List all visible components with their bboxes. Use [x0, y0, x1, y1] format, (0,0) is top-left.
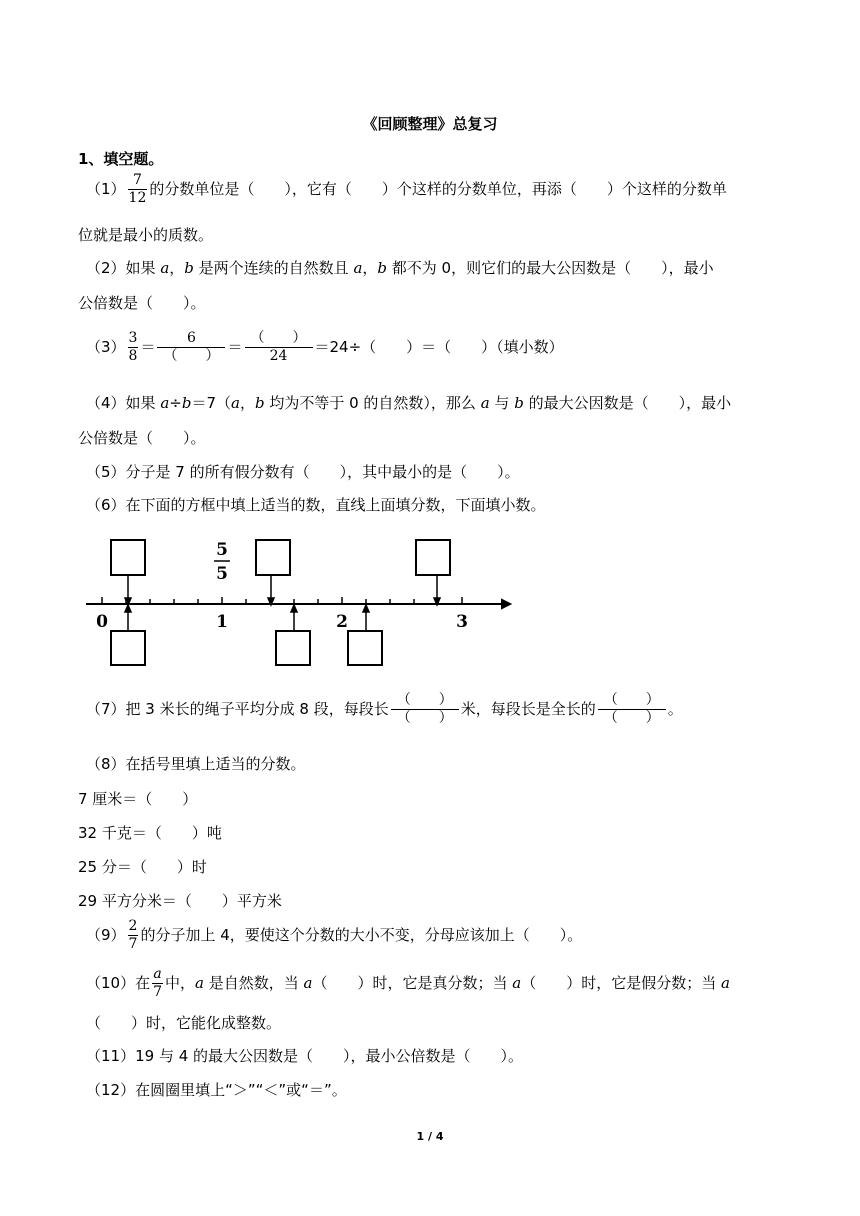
question-6: （6）在下面的方框中填上适当的数，直线上面填分数，下面填小数。	[86, 496, 546, 514]
question-5: （5）分子是 7 的所有假分数有（ ），其中最小的是（ ）。	[86, 463, 520, 481]
question-2-line-2: 公倍数是（ ）。	[78, 294, 206, 312]
answer-box[interactable]	[111, 631, 145, 665]
question-7: （7）把 3 米长的绳子平均分成 8 段，每段长 $\frac{( )}{( )}$ 米，每段长是全长的 $\frac{( )}{( )}$ 。	[86, 692, 683, 726]
question-4-line-1: （4）如果 a÷b＝7（a，b 均为不等于 0 的自然数），那么 a 与 b 的最大公因数是（ ），最小	[86, 394, 732, 412]
page-title: 《回顾整理》总复习	[362, 115, 498, 133]
tick-label-2: 2	[336, 612, 348, 632]
axis-ticks	[102, 597, 462, 604]
fraction-a-7: $\frac{a}{7}$	[153, 966, 163, 1000]
tick-label-1: 1	[216, 612, 228, 632]
page-number: 1 / 4	[416, 1130, 444, 1143]
number-line-figure	[78, 532, 518, 672]
question-1-line-2: 位就是最小的质数。	[78, 226, 214, 244]
fraction-6-blank: $\frac{6}{( )}$	[157, 330, 225, 365]
question-8-item: 7 厘米＝（ ）	[78, 790, 198, 808]
svg-text:5: 5	[216, 564, 228, 584]
question-2-line-1: （2）如果 a，b 是两个连续的自然数且 a，b 都不为 0，则它们的最大公因数是（ ），最小	[86, 259, 714, 277]
fraction-3-8: $\frac{3}{8}$	[128, 330, 138, 364]
question-8-item: 25 分＝（ ）时	[78, 858, 207, 876]
fraction-label	[214, 540, 230, 584]
question-11: （11）19 与 4 的最大公因数是（ ），最小公倍数是（ ）。	[86, 1047, 524, 1065]
question-10-line-1: （10）在 $\frac{a}{7}$ 中，a 是自然数，当 a（ ）时，它是真分数；当 a（ ）时，它是假分数；当 a	[86, 966, 730, 1000]
question-12: （12）在圆圈里填上“＞”“＜”或“＝”。	[86, 1081, 347, 1099]
fraction-7-12: $\frac{7}{12}$	[128, 172, 147, 206]
question-4-line-2: 公倍数是（ ）。	[78, 429, 206, 447]
answer-box[interactable]	[348, 631, 382, 665]
question-8-head: （8）在括号里填上适当的分数。	[86, 755, 306, 773]
answer-box[interactable]	[256, 540, 290, 575]
blank-fraction-share[interactable]: $\frac{( )}{( )}$	[598, 692, 666, 727]
answer-box[interactable]	[111, 540, 145, 575]
fraction-2-7: $\frac{2}{7}$	[128, 918, 138, 952]
tick-label-0: 0	[96, 612, 108, 632]
question-8-item: 29 平方分米＝（ ）平方米	[78, 892, 282, 910]
fraction-blank-24: $\frac{( )}{24}$	[245, 330, 313, 365]
tick-label-3: 3	[456, 612, 468, 632]
question-10-line-2: （ ）时，它能化成整数。	[86, 1014, 282, 1032]
question-8-item: 32 千克＝（ ）吨	[78, 824, 222, 842]
question-3-line: （3） $\frac{3}{8}$ ＝ $\frac{6}{( )}$ ＝ $\frac{( )}{24}$ ＝24÷（ ）＝（ ）（填小数）	[86, 330, 564, 364]
question-1-line-1: （1） $\frac{7}{12}$ 的分数单位是（ ），它有（ ）个这样的分数单位，再添（ ）个这样的分数单	[86, 172, 727, 206]
svg-text:5: 5	[216, 540, 228, 560]
blank-fraction-length[interactable]: $\frac{( )}{( )}$	[391, 692, 459, 727]
question-9: （9） $\frac{2}{7}$ 的分子加上 4，要使这个分数的大小不变，分母应该加上（ ）。	[86, 918, 583, 952]
section-heading: 1、填空题。	[78, 150, 164, 168]
answer-box[interactable]	[276, 631, 310, 665]
answer-box[interactable]	[416, 540, 450, 575]
